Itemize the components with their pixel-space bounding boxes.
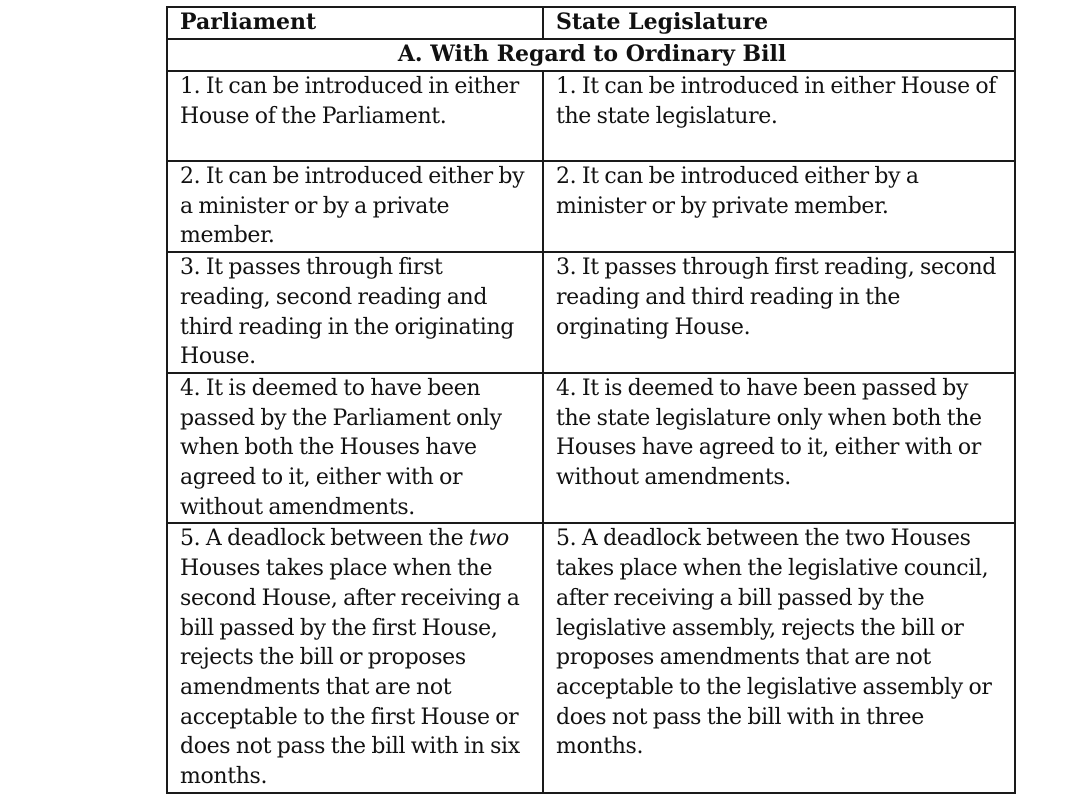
parliament-cell bbox=[167, 373, 543, 524]
parliament-cell bbox=[167, 161, 543, 252]
cell-text: 1. It can be introduced in either House of the state legislature. bbox=[556, 74, 997, 129]
cell-text: 3. It passes through first reading, second reading and third reading in the orginating House. bbox=[556, 255, 997, 340]
cell-text: 4. It is deemed to have been passed by the Parliament only when both the Houses have agreed to it, either with or without amendments. bbox=[180, 375, 502, 520]
state-cell bbox=[543, 71, 1015, 161]
cell-text: 1. It can be introduced in either House of the Parliament. bbox=[180, 74, 519, 129]
state-cell bbox=[543, 161, 1015, 252]
table-header-row bbox=[167, 7, 1015, 39]
table-row bbox=[167, 523, 1015, 793]
header-state-legislature: State Legislature bbox=[543, 7, 1015, 39]
table-row bbox=[167, 71, 1015, 161]
cell-text: 5. A deadlock between the two Houses takes place when the legislative council, after receiving a bill passed by the legislative assembly, rejects the bill or proposes amendments that are not acceptable to the legislative assembly or does not pass the bill with in three months. bbox=[556, 526, 992, 760]
state-cell bbox=[543, 523, 1015, 793]
state-cell bbox=[543, 252, 1015, 373]
text-prefix: 5. A deadlock between the bbox=[180, 526, 464, 552]
section-title: A. With Regard to Ordinary Bill bbox=[167, 39, 1015, 71]
comparison-table bbox=[166, 6, 1016, 794]
text-suffix: Houses takes place when the second House, after receiving a bill passed by the first House, rejects the bill or proposes amendments that are not acceptable to the first House or does not pass the bill with in six months. bbox=[180, 556, 520, 790]
table-row bbox=[167, 161, 1015, 252]
header-parliament: Parliament bbox=[167, 7, 543, 39]
cell-text: 4. It is deemed to have been passed by the state legislature only when both the Houses have agreed to it, either with or without amendments. bbox=[556, 375, 982, 491]
cell-text: 2. It can be introduced either by a minister or by a private member. bbox=[180, 164, 525, 249]
parliament-cell bbox=[167, 523, 543, 793]
section-row bbox=[167, 39, 1015, 71]
cell-text bbox=[180, 524, 532, 791]
cell-text: 3. It passes through first reading, second reading and third reading in the originating House. bbox=[180, 255, 515, 370]
table-row bbox=[167, 373, 1015, 524]
table-row bbox=[167, 252, 1015, 373]
state-cell bbox=[543, 373, 1015, 524]
italic-word: two bbox=[469, 526, 509, 552]
parliament-cell bbox=[167, 252, 543, 373]
cell-text: 2. It can be introduced either by a minister or by private member. bbox=[556, 164, 919, 219]
parliament-cell bbox=[167, 71, 543, 161]
